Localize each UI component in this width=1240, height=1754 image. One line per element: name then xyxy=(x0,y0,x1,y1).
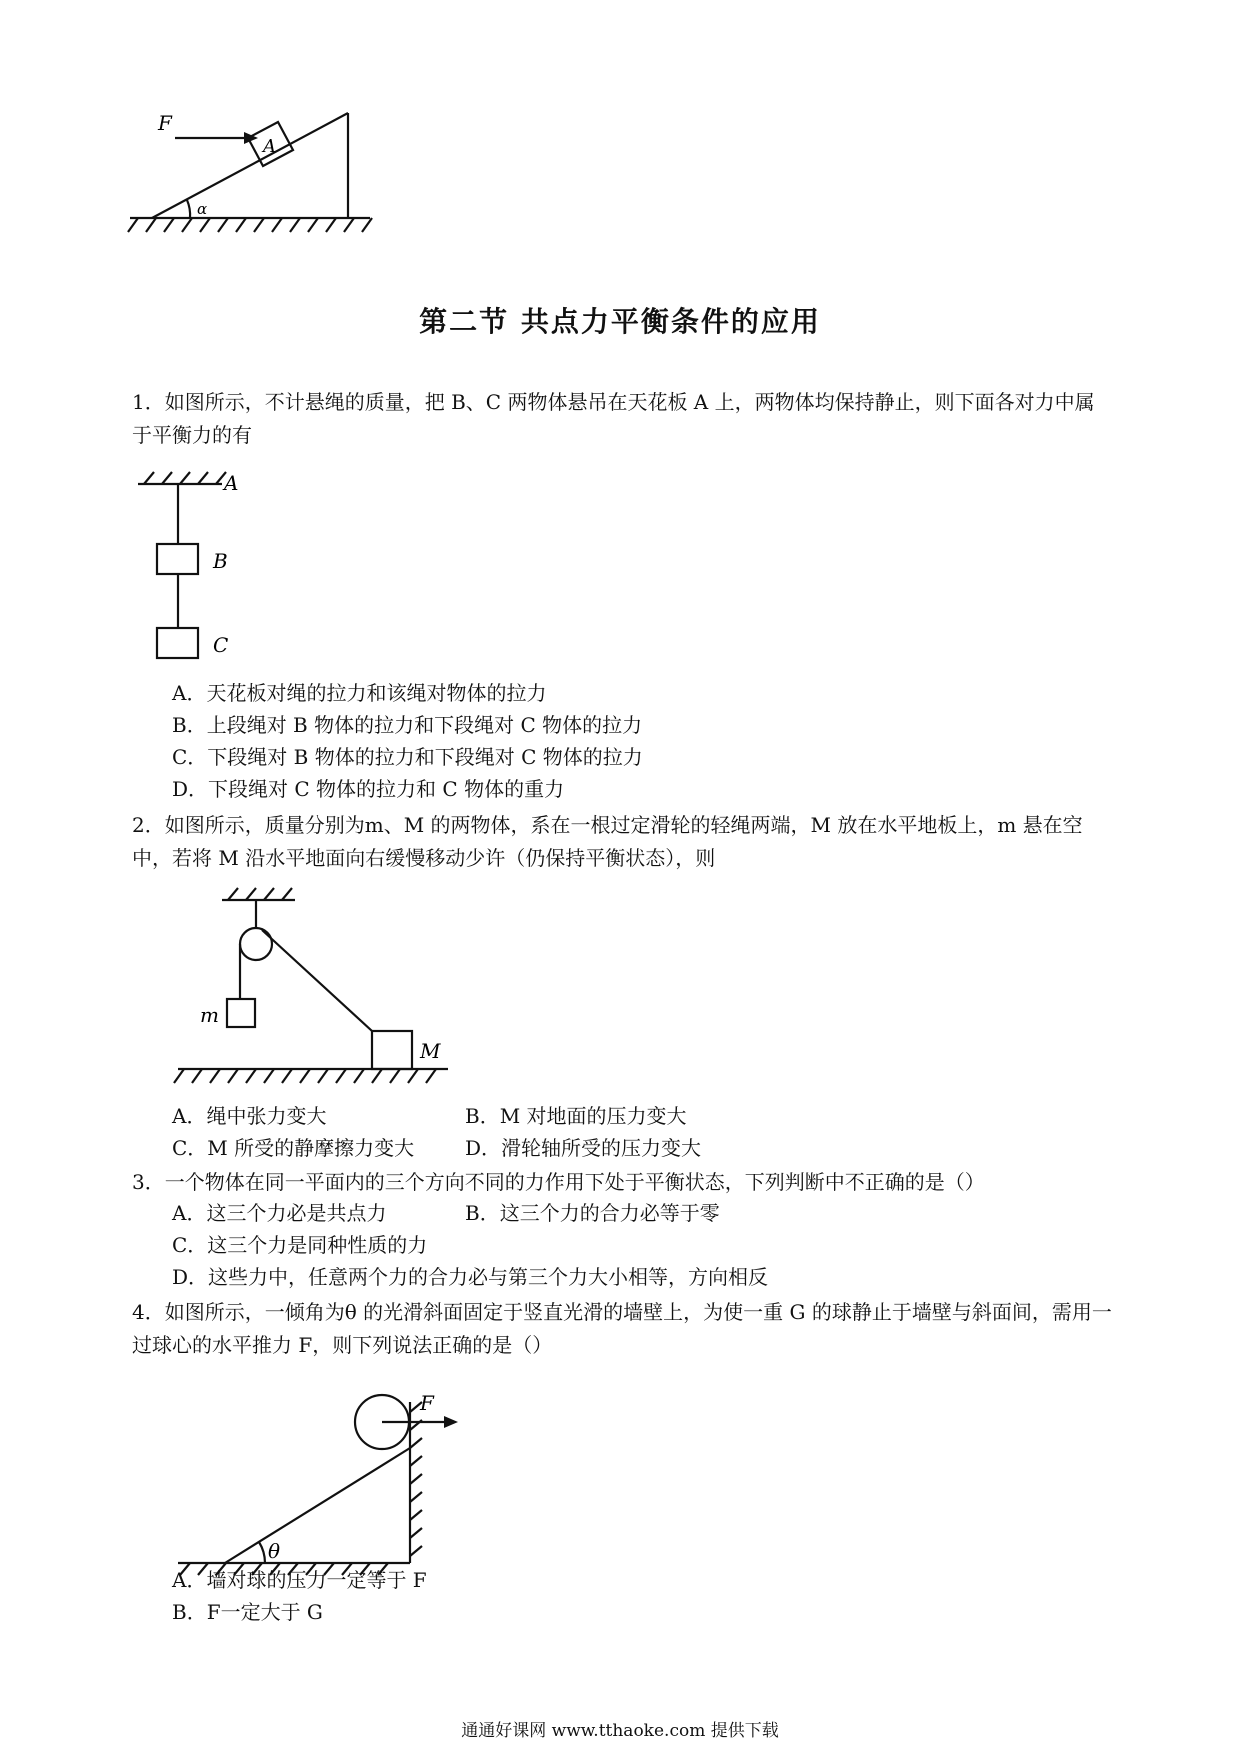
question-2-text: 2．如图所示，质量分别为m、M 的两物体，系在一根过定滑轮的轻绳两端，M 放在水平地板上，m 悬在空中，若将 M 沿水平地面向右缓慢移动少许（仍保持平衡状态），则 xyxy=(132,813,1083,870)
q2-option-c[interactable]: C．M 所受的静摩擦力变大 xyxy=(172,1136,415,1160)
q2-option-b[interactable]: B．M 对地面的压力变大 xyxy=(465,1104,687,1128)
block-c xyxy=(157,628,198,658)
label-alpha: α xyxy=(197,200,208,218)
q1-figure xyxy=(0,460,300,670)
question-4-text: 4．如图所示，一倾角为θ 的光滑斜面固定于竖直光滑的墙壁上，为使一重 G 的球静止于墙壁与斜面间，需用一过球心的水平推力 F，则下列说法正确的是（） xyxy=(132,1300,1112,1357)
q1-option-c[interactable]: C．下段绳对 B 物体的拉力和下段绳对 C 物体的拉力 xyxy=(172,745,643,769)
label-m: m xyxy=(200,1003,219,1027)
block-m-small xyxy=(227,999,255,1027)
label-f: F xyxy=(158,111,172,135)
q2-figure xyxy=(0,880,500,1100)
question-3-text: 3．一个物体在同一平面内的三个方向不同的力作用下处于平衡状态，下列判断中不正确的是（） xyxy=(132,1170,985,1194)
q1-option-b[interactable]: B．上段绳对 B 物体的拉力和下段绳对 C 物体的拉力 xyxy=(172,713,643,737)
label-b: B xyxy=(213,549,228,573)
section-title: 第二节 共点力平衡条件的应用 xyxy=(419,305,821,338)
angle-arc xyxy=(187,200,190,218)
label-f: F xyxy=(420,1391,434,1415)
pulley xyxy=(240,928,272,960)
angle-arc xyxy=(259,1542,265,1563)
q3-option-b[interactable]: B．这三个力的合力必等于零 xyxy=(465,1201,720,1225)
q3-option-a[interactable]: A．这三个力必是共点力 xyxy=(172,1201,387,1225)
q1-option-a[interactable]: A．天花板对绳的拉力和该绳对物体的拉力 xyxy=(172,681,547,705)
q1-option-d[interactable]: D．下段绳对 C 物体的拉力和 C 物体的重力 xyxy=(172,777,565,801)
q4-option-b[interactable]: B．F一定大于 G xyxy=(172,1600,323,1624)
question-1-text: 1．如图所示，不计悬绳的质量，把 B、C 两物体悬吊在天花板 A 上，两物体均保持静止，则下面各对力中属于平衡力的有 xyxy=(132,390,1095,447)
label-a: A xyxy=(224,471,239,495)
q3-option-d[interactable]: D．这些力中，任意两个力的合力必与第三个力大小相等，方向相反 xyxy=(172,1265,769,1289)
q4-figure xyxy=(0,1380,500,1580)
incline-figure xyxy=(0,0,1240,260)
block-m-large xyxy=(372,1031,412,1069)
ground-hatch xyxy=(128,218,372,232)
q2-option-d[interactable]: D．滑轮轴所受的压力变大 xyxy=(465,1136,702,1160)
block-b xyxy=(157,544,198,574)
label-big-m: M xyxy=(420,1039,441,1063)
q3-option-c[interactable]: C．这三个力是同种性质的力 xyxy=(172,1233,428,1257)
label-theta: θ xyxy=(268,1539,281,1563)
footer: 通通好课网 www.tthaoke.com 提供下载 xyxy=(461,1721,779,1741)
q4-option-a[interactable]: A．墙对球的压力一定等于 F xyxy=(172,1568,427,1592)
incline-hypotenuse xyxy=(225,1448,410,1563)
q2-option-a[interactable]: A．绳中张力变大 xyxy=(172,1104,327,1128)
label-c: C xyxy=(213,633,229,657)
label-a: A xyxy=(263,136,276,157)
incline-hypotenuse xyxy=(152,113,348,218)
